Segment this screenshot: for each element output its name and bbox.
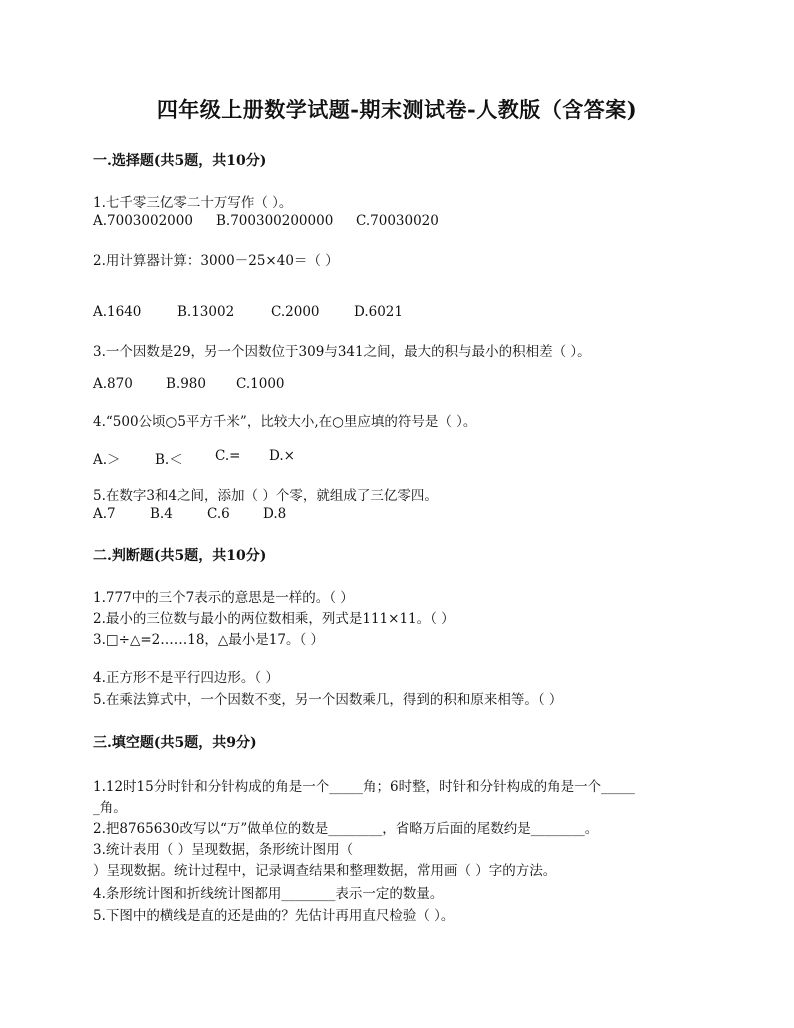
judge-item-4: 4.正方形不是平行四边形。（ ） — [93, 670, 279, 686]
judge-item-5: 5.在乘法算式中，一个因数不变，另一个因数乘几，得到的积和原来相等。（ ） — [93, 692, 563, 708]
fill-line-5: 5.下图中的横线是直的还是曲的？先估计再用直尺检验（ ）。 — [93, 908, 455, 924]
option-4d: D.× — [269, 448, 295, 464]
option-3b: B.980 — [166, 376, 206, 392]
option-1b: B.700300200000 — [216, 213, 334, 229]
question-1: 1.七千零三亿零二十万写作（ ）。 — [93, 195, 293, 211]
fill-line-4: 4.条形统计图和折线统计图都用________表示一定的数量。 — [93, 886, 444, 902]
option-3c: C.1000 — [236, 376, 285, 392]
option-5d: D.8 — [263, 506, 287, 522]
option-3a: A.870 — [93, 376, 133, 392]
question-3: 3.一个因数是29，另一个因数位于309与341之间，最大的积与最小的积相差（ ）。 — [93, 344, 591, 360]
question-4: 4.“500公顷○5平方千米”，比较大小,在○里应填的符号是（ ）。 — [93, 414, 477, 430]
judge-item-1: 1.777中的三个7表示的意思是一样的。（ ） — [93, 590, 354, 606]
option-5b: B.4 — [150, 506, 173, 522]
question-2: 2.用计算器计算：3000－25×40＝（ ） — [93, 253, 339, 269]
fill-line-3-cont: ）呈现数据。统计过程中，记录调查结果和整理数据，常用画（ ）字的方法。 — [93, 863, 557, 879]
judge-item-2: 2.最小的三位数与最小的两位数相乘，列式是111×11。（ ） — [93, 611, 455, 627]
option-2c: C.2000 — [271, 304, 320, 320]
question-5: 5.在数字3和4之间，添加（ ）个零，就组成了三亿零四。 — [93, 488, 438, 504]
section-heading-fill: 三.填空题(共5题，共9分) — [93, 735, 257, 751]
fill-line-1: 1.12时15分时针和分针构成的角是一个_____角；6时整，时针和分针构成的角是一个_____ — [93, 779, 635, 795]
fill-line-3: 3.统计表用（ ）呈现数据，条形统计图用（ — [93, 842, 354, 858]
option-2b: B.13002 — [177, 304, 235, 320]
section-heading-choice: 一.选择题(共5题，共10分) — [93, 153, 267, 169]
option-4a: A.＞ — [93, 452, 121, 468]
option-5a: A.7 — [93, 506, 116, 522]
option-4b: B.＜ — [155, 452, 183, 468]
option-2d: D.6021 — [354, 304, 403, 320]
page-title: 四年级上册数学试题-期末测试卷-人教版（含答案) — [156, 97, 638, 122]
option-4c: C.= — [215, 448, 241, 464]
option-1c: C.70030020 — [356, 213, 439, 229]
fill-line-2: 2.把8765630改写以“万”做单位的数是________，省略万后面的尾数约是________。 — [93, 821, 599, 837]
fill-line-1-cont: _角。 — [93, 800, 127, 816]
option-2a: A.1640 — [93, 304, 142, 320]
option-5c: C.6 — [207, 506, 230, 522]
section-heading-judge: 二.判断题(共5题，共10分) — [93, 548, 267, 564]
option-1a: A.7003002000 — [93, 213, 193, 229]
judge-item-3: 3.□÷△=2……18，△最小是17。（ ） — [93, 632, 325, 648]
